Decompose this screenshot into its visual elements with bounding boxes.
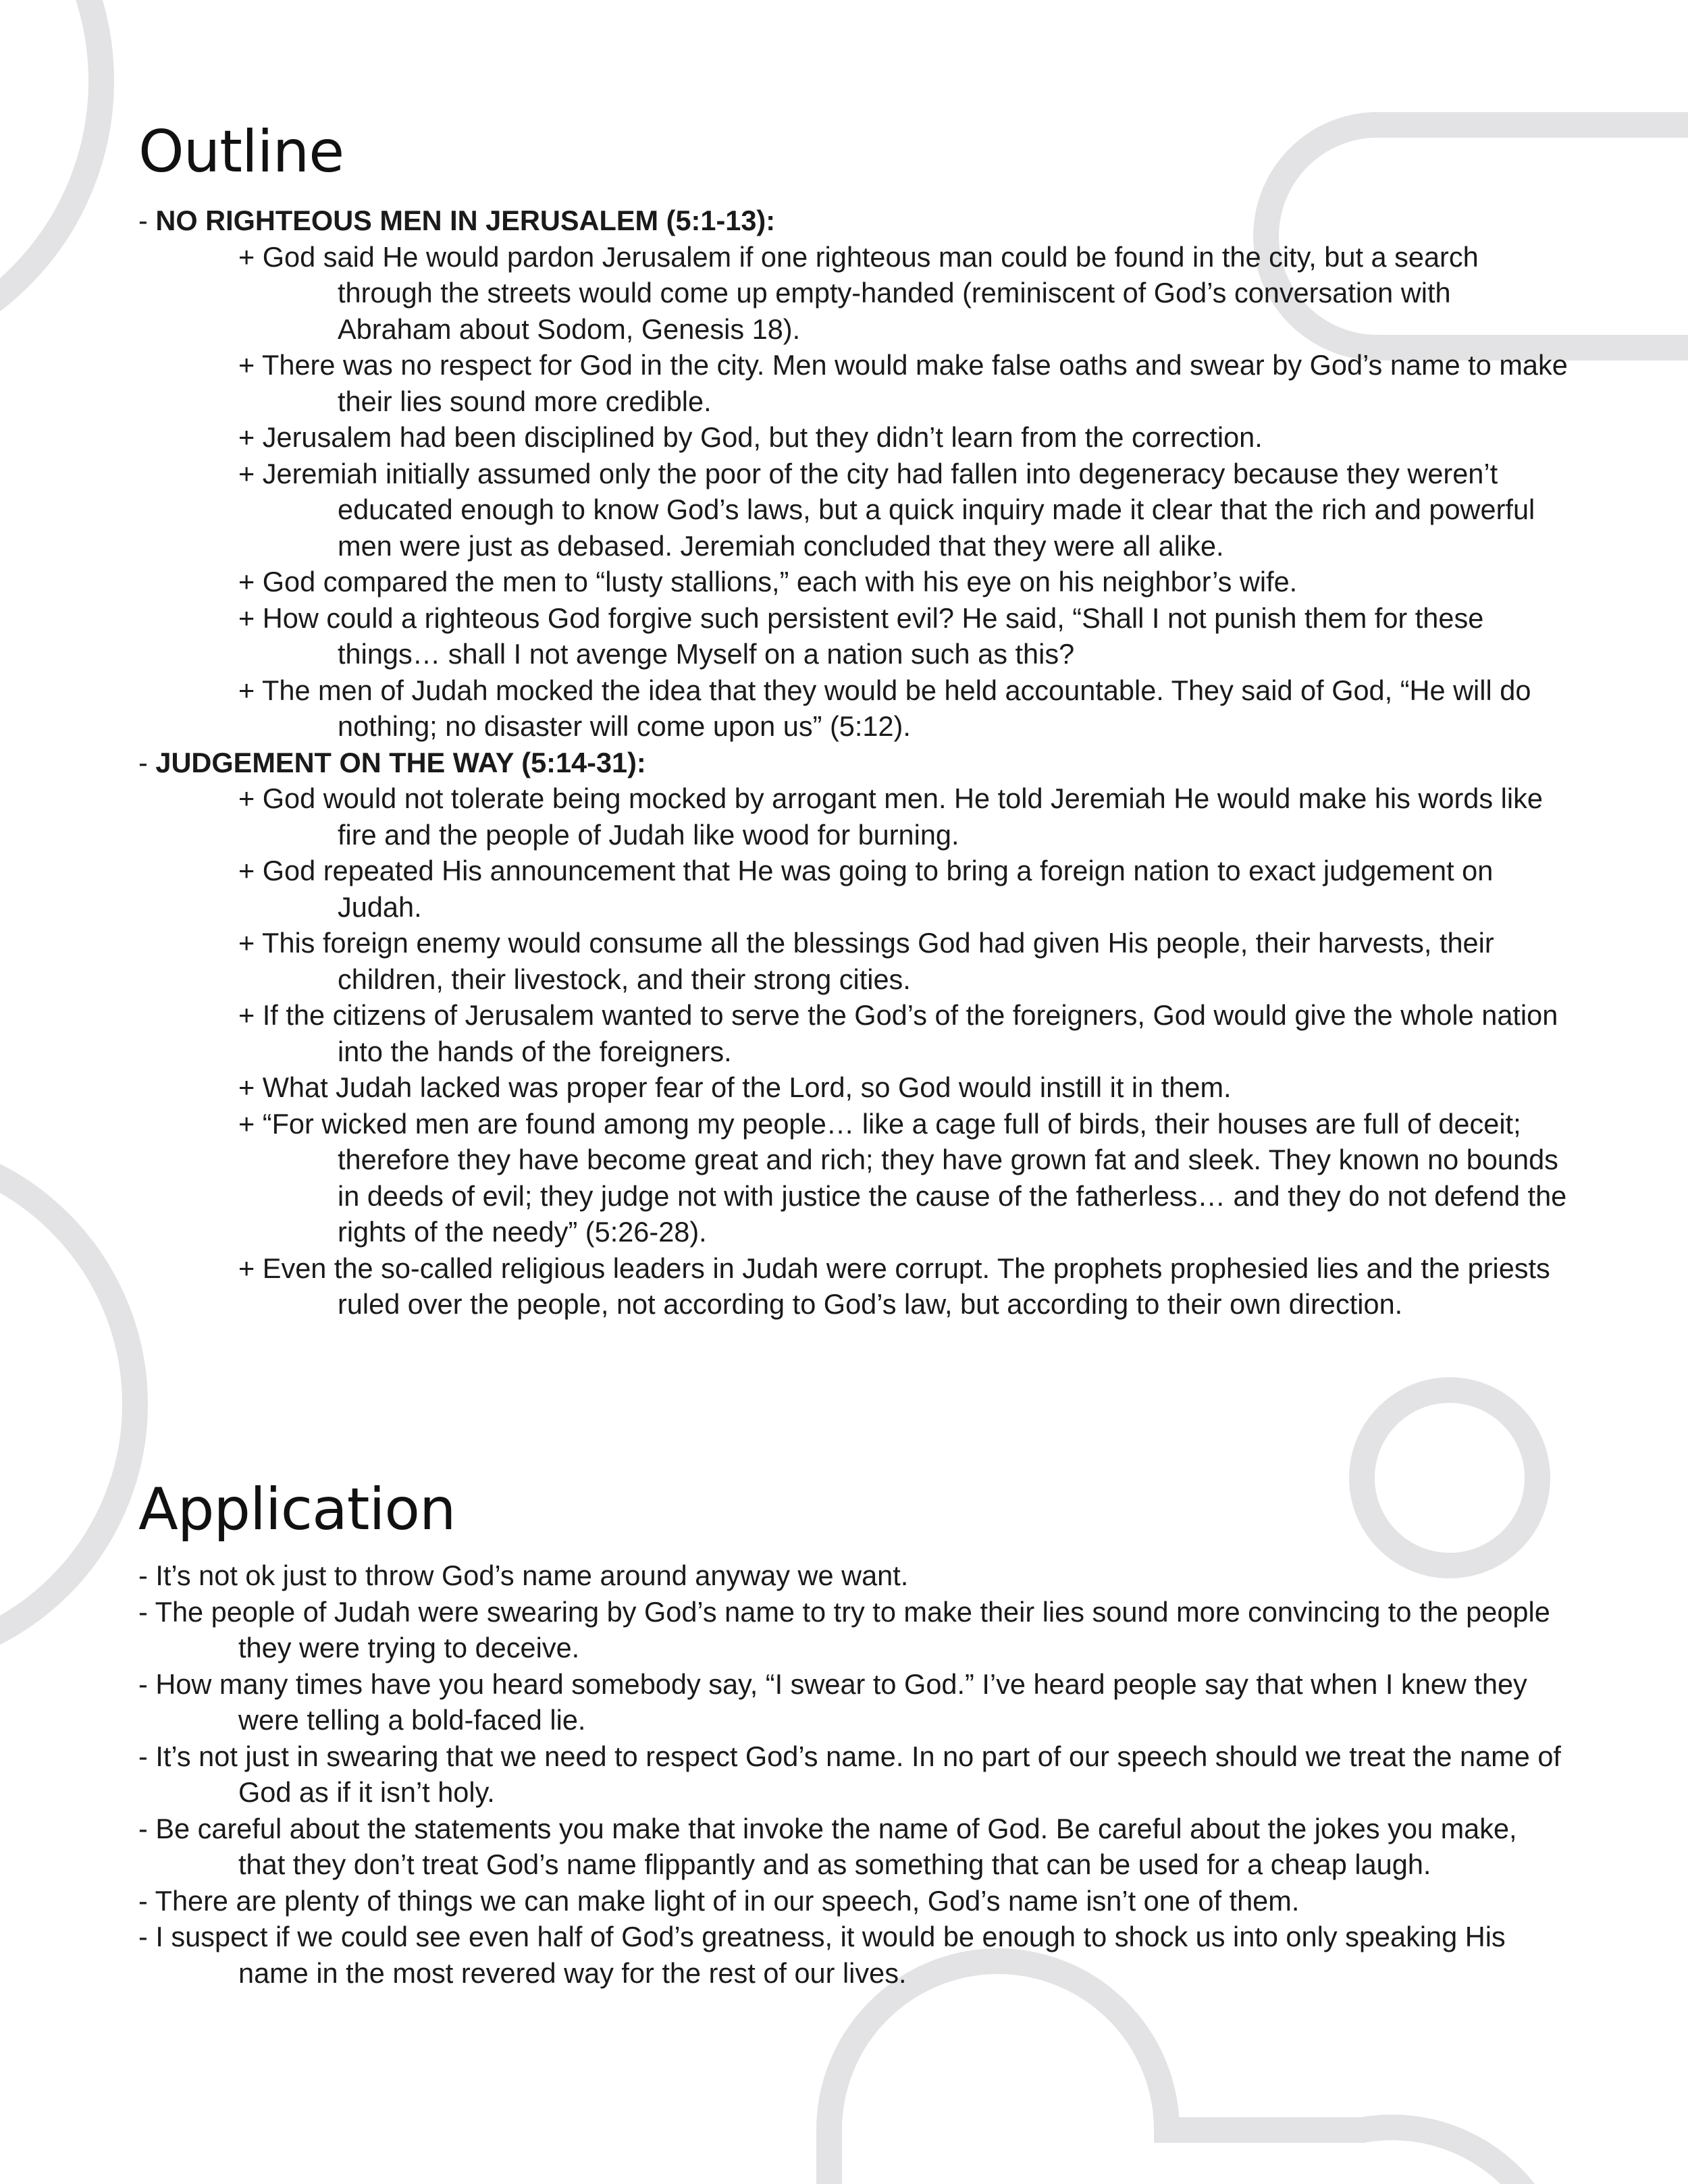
application-item: - How many times have you heard somebody say, “I swear to God.” I’ve heard people say that when I knew they were telling a bold-faced lie.	[138, 1668, 1527, 1736]
outline-point: + There was no respect for God in the city. Men would make false oaths and swear by God’s name to make their lies sound more credible.	[238, 349, 1568, 417]
outline-point: + Even the so-called religious leaders in Judah were corrupt. The prophets prophesied lies and the priests ruled over the people, not according to God’s law, but according to their own direction.	[238, 1252, 1550, 1320]
decor-arc-mid-left	[0, 1148, 135, 1661]
application-item: - It’s not just in swearing that we need to respect God’s name. In no part of our speech should we treat the name of God as if it isn’t holy.	[138, 1740, 1561, 1808]
outline-heading: Outline	[138, 118, 344, 186]
section-heading	[138, 203, 1570, 239]
decor-arch-bottom	[829, 1961, 1531, 2184]
outline-point: + God compared the men to “lusty stallions,” each with his eye on his neighbor’s wife.	[238, 566, 1298, 597]
section-heading	[138, 745, 1570, 781]
application-item: - Be careful about the statements you make that invoke the name of God. Be careful about the jokes you make, that they don’t treat God’s name flippantly and as something that can be used for a cheap laugh.	[138, 1812, 1517, 1880]
outline-point: + This foreign enemy would consume all the blessings God had given His people, their harvests, their children, their livestock, and their strong cities.	[238, 927, 1494, 995]
outline-list	[138, 203, 1570, 1323]
outline-section	[138, 745, 1570, 1323]
outline-section	[138, 203, 1570, 745]
application-list	[138, 1557, 1570, 1991]
application-item: - I suspect if we could see even half of God’s greatness, it would be enough to shock us into only speaking His name in the most revered way for the rest of our lives.	[138, 1921, 1506, 1989]
outline-point: + “For wicked men are found among my people… like a cage full of birds, their houses are full of deceit; therefore they have become great and rich; they have grown fat and sleek. They known no bounds in deeds of evil; they judge not with justice the cause of the fatherless… and they do not defend the rights of the needy” (5:26-28).	[238, 1107, 1567, 1248]
application-item: - The people of Judah were swearing by God’s name to try to make their lies sound more convincing to the people they were trying to deceive.	[138, 1595, 1550, 1663]
outline-point: + God said He would pardon Jerusalem if one righteous man could be found in the city, but a search through the streets would come up empty-handed (reminiscent of God’s conversation with Abraham about Sodom, Genesis 18).	[238, 240, 1479, 345]
outline-point: + Jerusalem had been disciplined by God, but they didn’t learn from the correction.	[238, 421, 1263, 453]
application-item: - It’s not ok just to throw God’s name around anyway we want.	[138, 1560, 909, 1591]
decor-arc-top-left	[0, 0, 101, 358]
section-title: JUDGEMENT ON THE WAY (5:14-31):	[155, 746, 646, 778]
outline-point: + What Judah lacked was proper fear of the Lord, so God would instill it in them.	[238, 1071, 1232, 1103]
section-dash: -	[138, 205, 156, 236]
outline-point: + God would not tolerate being mocked by arrogant men. He told Jeremiah He would make his words like fire and the people of Judah like wood for burning.	[238, 782, 1543, 851]
outline-point: + How could a righteous God forgive such persistent evil? He said, “Shall I not punish them for these things… shall I not avenge Myself on a nation such as this?	[238, 602, 1484, 670]
application-heading: Application	[138, 1476, 456, 1543]
outline-point: + If the citizens of Jerusalem wanted to serve the God’s of the foreigners, God would give the whole nation into the hands of the foreigners.	[238, 999, 1558, 1067]
section-dash: -	[138, 746, 156, 778]
decor-ring-right	[1362, 1390, 1537, 1566]
outline-point: + God repeated His announcement that He was going to bring a foreign nation to exact judgement on Judah.	[238, 855, 1494, 923]
outline-point: + The men of Judah mocked the idea that they would be held accountable. They said of God, “He will do nothing; no disaster will come upon us” (5:12).	[238, 674, 1531, 742]
outline-point: + Jeremiah initially assumed only the poor of the city had fallen into degeneracy because they weren’t educated enough to know God’s laws, but a quick inquiry made it clear that the rich and powerful men were just as debased. Jeremiah concluded that they were all alike.	[238, 457, 1535, 562]
application-item: - There are plenty of things we can make light of in our speech, God’s name isn’t one of them.	[138, 1884, 1300, 1917]
section-title: NO RIGHTEOUS MEN IN JERUSALEM (5:1-13):	[155, 205, 776, 236]
